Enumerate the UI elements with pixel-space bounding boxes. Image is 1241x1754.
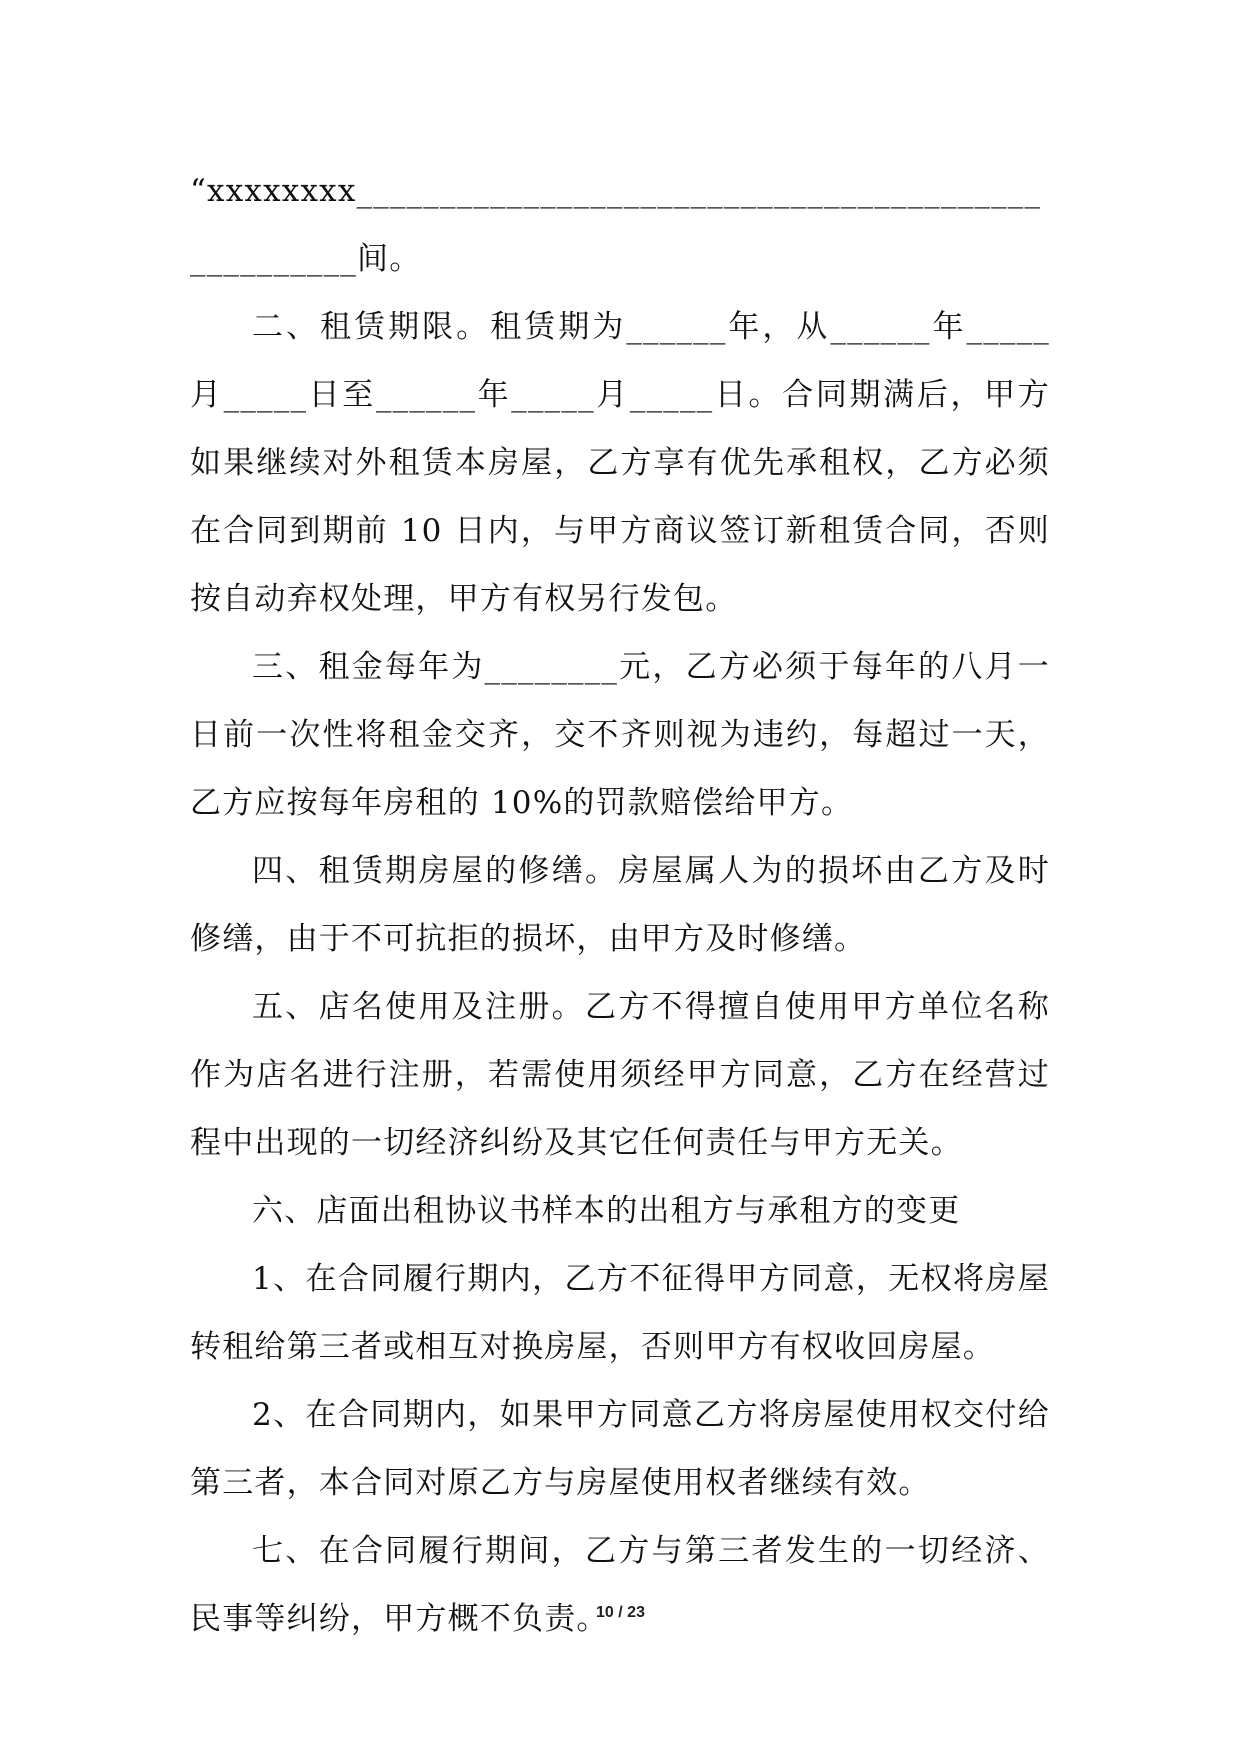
paragraph-lease-term: 二、租赁期限。租赁期为______年，从______年_____月_____日至______年_____月_____日。合同期满后，甲方如果继续对外租赁本房屋，乙方享有优先承租权，乙方必须在合同到期前 10 日内，与甲方商议签订新租赁合同，否则按自动弃权处理，甲方有权另行发包。 bbox=[190, 309, 1050, 617]
page-number: 10 / 23 bbox=[596, 1604, 645, 1621]
paragraph-disputes: 七、在合同履行期间，乙方与第三者发生的一切经济、民事等纠纷，甲方概不负责。 bbox=[190, 1533, 1050, 1637]
paragraph-party-change-heading: 六、店面出租协议书样本的出租方与承租方的变更 bbox=[252, 1193, 961, 1229]
paragraph-shop-name: 五、店名使用及注册。乙方不得擅自使用甲方单位名称作为店名进行注册，若需使用须经甲方同意，乙方在经营过程中出现的一切经济纠纷及其它任何责任与甲方无关。 bbox=[190, 989, 1050, 1161]
document-body bbox=[190, 157, 1050, 1653]
paragraph-repairs: 四、租赁期房屋的修缮。房屋属人为的损坏由乙方及时修缮，由于不可抗拒的损坏，由甲方及时修缮。 bbox=[190, 853, 1050, 957]
paragraph-rent: 三、租金每年为________元，乙方必须于每年的八月一日前一次性将租金交齐，交不齐则视为违约，每超过一天，乙方应按每年房租的 10%的罚款赔偿给甲方。 bbox=[190, 649, 1050, 821]
paragraph-clause-2: 2、在合同期内，如果甲方同意乙方将房屋使用权交付给第三者，本合同对原乙方与房屋使用权者继续有效。 bbox=[190, 1397, 1050, 1501]
paragraph-clause-1: 1、在合同履行期内，乙方不征得甲方同意，无权将房屋转租给第三者或相互对换房屋，否则甲方有权收回房屋。 bbox=[190, 1261, 1050, 1365]
paragraph-continuation: “xxxxxxxx___________________________________________________间。 bbox=[190, 173, 1042, 277]
